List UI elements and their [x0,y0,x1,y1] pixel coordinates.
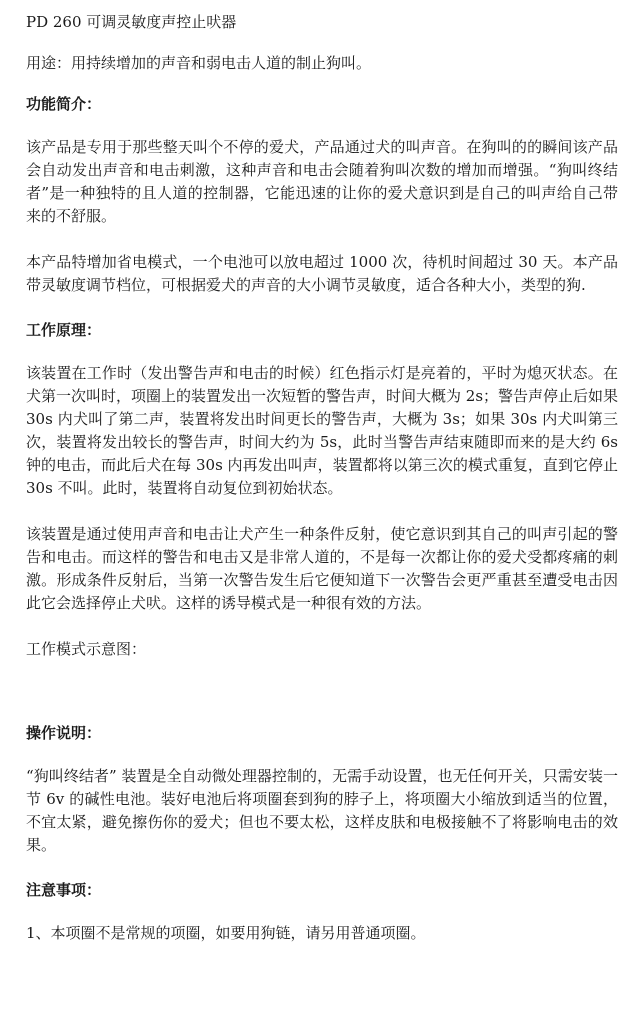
principle-paragraph-2: 该装置是通过使用声音和电击让犬产生一种条件反射，使它意识到其自己的叫声引起的警告和电击。而这样的警告和电击又是非常人道的，不是每一次都让你的爱犬受都疼痛的刺激。形成条件反射后，当第一次警告发生后它便知道下一次警告会更严重甚至遭受电击因此它会选择停止犬吠。这样的诱导模式是一种很有效的方法。 [26,525,618,612]
principle-paragraph-1: 该装置在工作时（发出警告声和电击的时候）红色指示灯是亮着的，平时为熄灭状态。在犬第一次叫时，项圈上的装置发出一次短暂的警告声，时间大概为 2s；警告声停止后如果 30s 内犬叫了第二声，装置将发出时间更长的警告声，大概为 3s；如果 30s 内犬叫第三次，装置将发出较长的警告声，时间大约为 5s，此时当警告声结束随即而来的是大约 6s 钟的电击，而此后犬在每 30s 内再发出叫声，装置都将以第三次的模式重复，直到它停止 30s 不叫。此时，装置将自动复位到初始状态。 [26,364,619,497]
notes-heading: 注意事项： [26,881,102,899]
diagram-placeholder [26,661,618,723]
principle-heading: 工作原理： [26,321,102,339]
features-paragraph-1: 该产品是专用于那些整天叫个不停的爱犬，产品通过犬的叫声音。在狗叫的的瞬间该产品会自动发出声音和电击刺激，这种声音和电击会随着狗叫次数的增加而增强。“狗叫终结者”是一种独特的且人道的控制器，它能迅速的让你的爱犬意识到是自己的叫声给自己带来的不舒服。 [26,138,618,225]
operation-heading: 操作说明： [26,724,102,742]
operation-paragraph: “狗叫终结者” 装置是全自动微处理器控制的，无需手动设置，也无任何开关，只需安装一节 6v 的碱性电池。装好电池后将项圈套到狗的脖子上，将项圈大小缩放到适当的位置，不宜太紧，避免擦伤你的爱犬；但也不要太松，这样皮肤和电极接触不了将影响电击的效果。 [26,767,618,854]
diagram-label: 工作模式示意图： [26,640,147,658]
document-title: PD 260 可调灵敏度声控止吠器 [26,13,237,31]
usage-text: 用途：用持续增加的声音和弱电击人道的制止狗叫。 [26,54,372,72]
features-paragraph-2: 本产品特增加省电模式，一个电池可以放电超过 1000 次，待机时间超过 30 天。本产品带灵敏度调节档位，可根据爱犬的声音的大小调节灵敏度，适合各种大小，类型的狗. [26,253,618,294]
notes-item-1: 1、本项圈不是常规的项圈，如要用狗链，请另用普通项圈。 [26,924,426,942]
features-heading: 功能简介： [26,95,102,113]
